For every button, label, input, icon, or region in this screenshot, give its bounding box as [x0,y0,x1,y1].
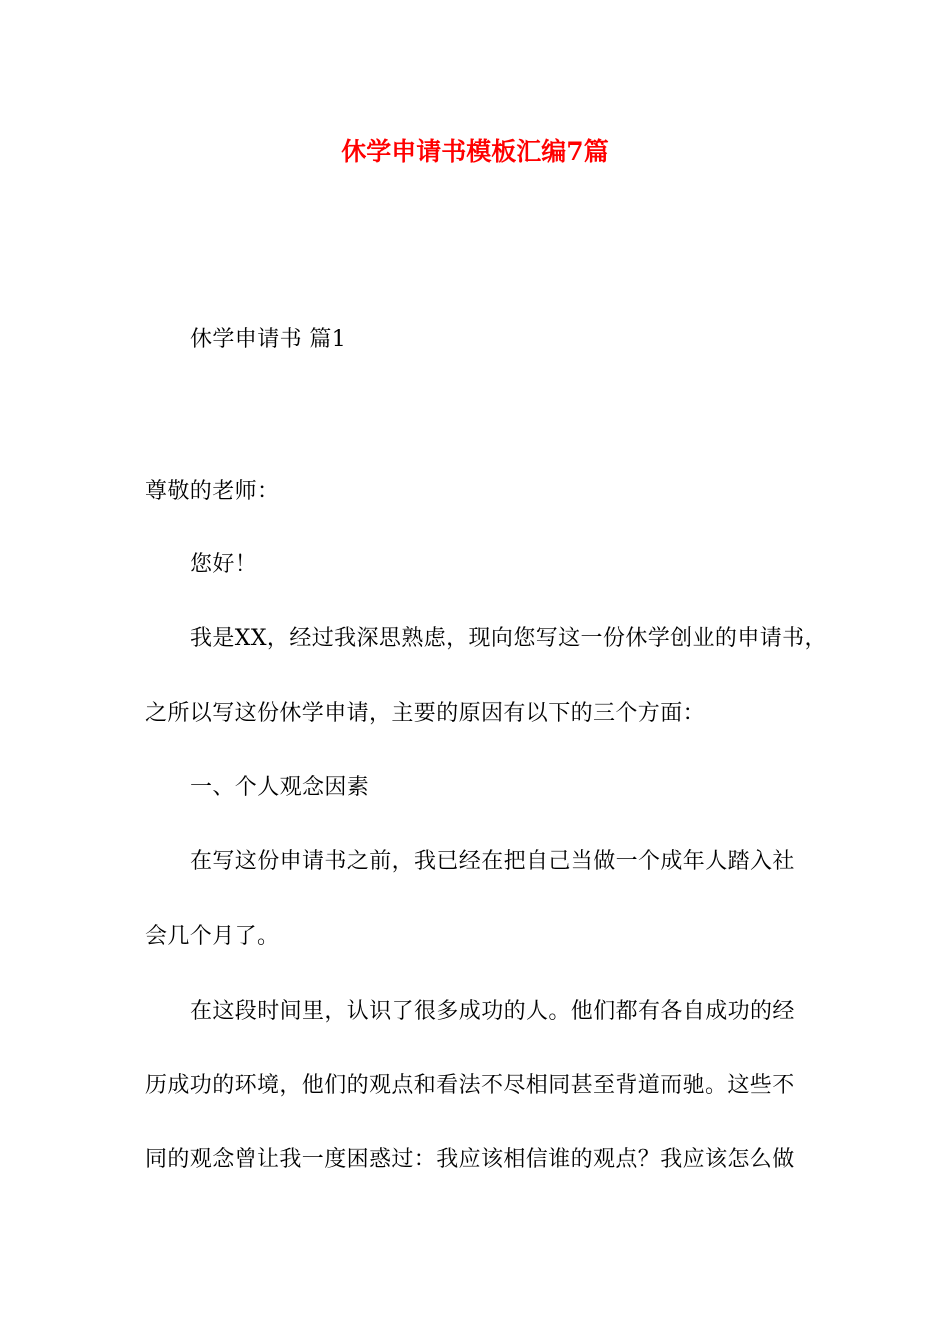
salutation: 尊敬的老师： [145,479,280,504]
paragraph-line: 同的观念曾让我一度困惑过：我应该相信谁的观点？我应该怎么做 [145,1147,795,1172]
paragraph-line: 会几个月了。 [145,924,280,949]
list-heading: 一、个人观念因素 [190,775,370,800]
paragraph-line: 在写这份申请书之前，我已经在把自己当做一个成年人踏入社 [190,849,795,874]
section-heading: 休学申请书 篇1 [190,327,347,352]
paragraph-line: 之所以写这份休学申请，主要的原因有以下的三个方面： [145,701,706,726]
paragraph-line: 在这段时间里，认识了很多成功的人。他们都有各自成功的经 [190,999,795,1024]
paragraph-line: 我是XX，经过我深思熟虑，现向您写这一份休学创业的申请书， [190,626,827,651]
greeting: 您好！ [190,552,258,577]
paragraph-line: 历成功的环境，他们的观点和看法不尽相同甚至背道而驰。这些不 [145,1073,795,1098]
document-title: 休学申请书模板汇编7篇 [341,137,609,166]
